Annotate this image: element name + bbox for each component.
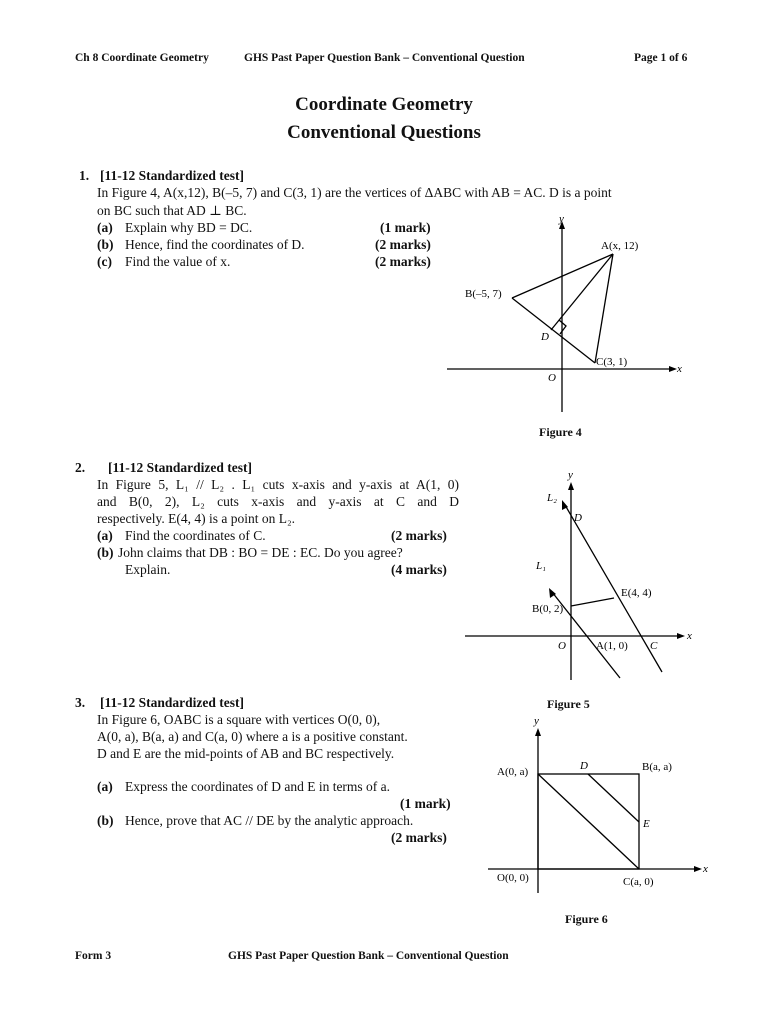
figure-6-caption: Figure 6 — [565, 912, 608, 926]
q3-part-a-label: (a) — [97, 779, 113, 794]
fig5-label-x: x — [687, 630, 692, 642]
fig6-segment-de — [588, 774, 639, 822]
q1-part-c-text: Find the value of x. — [125, 254, 231, 269]
q2-part-a-marks: (2 marks) — [391, 528, 447, 543]
q1-part-c-marks: (2 marks) — [375, 254, 431, 269]
q3-part-b-marks: (2 marks) — [391, 830, 447, 845]
fig4-label-d: D — [541, 331, 549, 343]
figure-4-caption: Figure 4 — [539, 425, 582, 439]
fig4-label-x: x — [677, 363, 682, 375]
q3-source: [11-12 Standardized test] — [100, 695, 244, 710]
q1-text-line-2: on BC such that AD ⊥ BC. — [97, 203, 247, 218]
q1-part-a-marks: (1 mark) — [380, 220, 431, 235]
fig6-y-arrow — [535, 728, 541, 736]
q1-part-b-marks: (2 marks) — [375, 237, 431, 252]
fig6-diagonal-ac — [538, 774, 639, 869]
q3-part-b-text: Hence, prove that AC // DE by the analytic approach. — [125, 813, 414, 828]
fig4-label-a: A(x, 12) — [601, 240, 639, 252]
q1-part-c-label: (c) — [97, 254, 112, 269]
fig5-label-o: O — [558, 640, 566, 652]
q3-text-line-2: A(0, a), B(a, a) and C(a, 0) where a is a positive constant. — [97, 729, 408, 744]
fig6-label-e: E — [643, 818, 650, 830]
fig6-x-arrow — [694, 866, 702, 872]
fig6-label-b: B(a, a) — [642, 761, 672, 773]
fig5-label-b: B(0, 2) — [532, 603, 564, 615]
q1-part-a-label: (a) — [97, 220, 113, 235]
fig6-label-o: O(0, 0) — [497, 872, 529, 884]
fig5-label-d: D — [574, 512, 582, 524]
fig5-label-c: C — [650, 640, 658, 652]
q2-text-line-1: In Figure 5, L₁ // L₂ . L₁ cuts x-axis and y-axis at A(1, 0) — [97, 477, 459, 492]
q2-part-b-marks: (4 marks) — [391, 562, 447, 577]
fig6-label-d: D — [580, 760, 588, 772]
q2-number: 2. — [75, 460, 86, 475]
q2-part-b-label: (b) — [97, 545, 114, 560]
fig6-label-x: x — [703, 863, 708, 875]
q1-text-line-1: In Figure 4, A(x,12), B(–5, 7) and C(3, 1) are the vertices of ΔABC with AB = AC. D is a point — [97, 185, 612, 200]
q1-part-b-text: Hence, find the coordinates of D. — [125, 237, 305, 252]
q2-part-a-label: (a) — [97, 528, 113, 543]
q2-text-line-3: respectively. E(4, 4) is a point on L₂. — [97, 511, 296, 526]
header-chapter: Ch 8 Coordinate Geometry — [75, 52, 209, 64]
q1-part-b-label: (b) — [97, 237, 114, 252]
fig4-label-y: y — [559, 213, 564, 225]
q2-explain: Explain. — [125, 562, 171, 577]
figure-5-caption: Figure 5 — [547, 697, 590, 711]
fig4-label-b: B(–5, 7) — [465, 288, 502, 300]
footer-form: Form 3 — [75, 950, 112, 962]
fig5-label-l1: L₁ — [536, 560, 546, 572]
q3-part-a-marks: (1 mark) — [400, 796, 451, 811]
q1-number: 1. — [79, 168, 90, 183]
fig6-label-a: A(0, a) — [497, 766, 529, 778]
fig5-label-e: E(4, 4) — [621, 587, 652, 599]
fig6-label-c: C(a, 0) — [623, 876, 654, 888]
fig5-label-y: y — [568, 469, 573, 481]
q2-part-a-text: Find the coordinates of C. — [125, 528, 266, 543]
header-bank-title: GHS Past Paper Question Bank – Conventional Question — [244, 52, 525, 64]
q2-text-line-2: and B(0, 2), L₂ cuts x-axis and y-axis at C and D — [97, 494, 459, 509]
q2-source: [11-12 Standardized test] — [108, 460, 252, 475]
q3-part-a-text: Express the coordinates of D and E in terms of a. — [125, 779, 391, 794]
q3-text-line-3: D and E are the mid-points of AB and BC respectively. — [97, 746, 395, 761]
page-subtitle: Conventional Questions — [287, 122, 481, 143]
q3-part-b-label: (b) — [97, 813, 114, 828]
q1-source: [11-12 Standardized test] — [100, 168, 244, 183]
q2-part-b-text: John claims that DB : BO = DE : EC. Do you agree? — [118, 545, 403, 560]
page-title: Coordinate Geometry — [295, 94, 473, 115]
header-page-number: Page 1 of 6 — [634, 52, 688, 64]
q3-number: 3. — [75, 695, 86, 710]
fig4-label-c: C(3, 1) — [596, 356, 628, 368]
fig5-label-a: A(1, 0) — [596, 640, 628, 652]
q3-text-line-1: In Figure 6, OABC is a square with vertices O(0, 0), — [97, 712, 381, 727]
fig4-label-o: O — [548, 372, 556, 384]
fig6-label-y: y — [534, 715, 539, 727]
q1-part-a-text: Explain why BD = DC. — [125, 220, 253, 235]
footer-bank-title: GHS Past Paper Question Bank – Conventional Question — [228, 950, 509, 962]
fig5-label-l2: L₂ — [547, 492, 557, 504]
